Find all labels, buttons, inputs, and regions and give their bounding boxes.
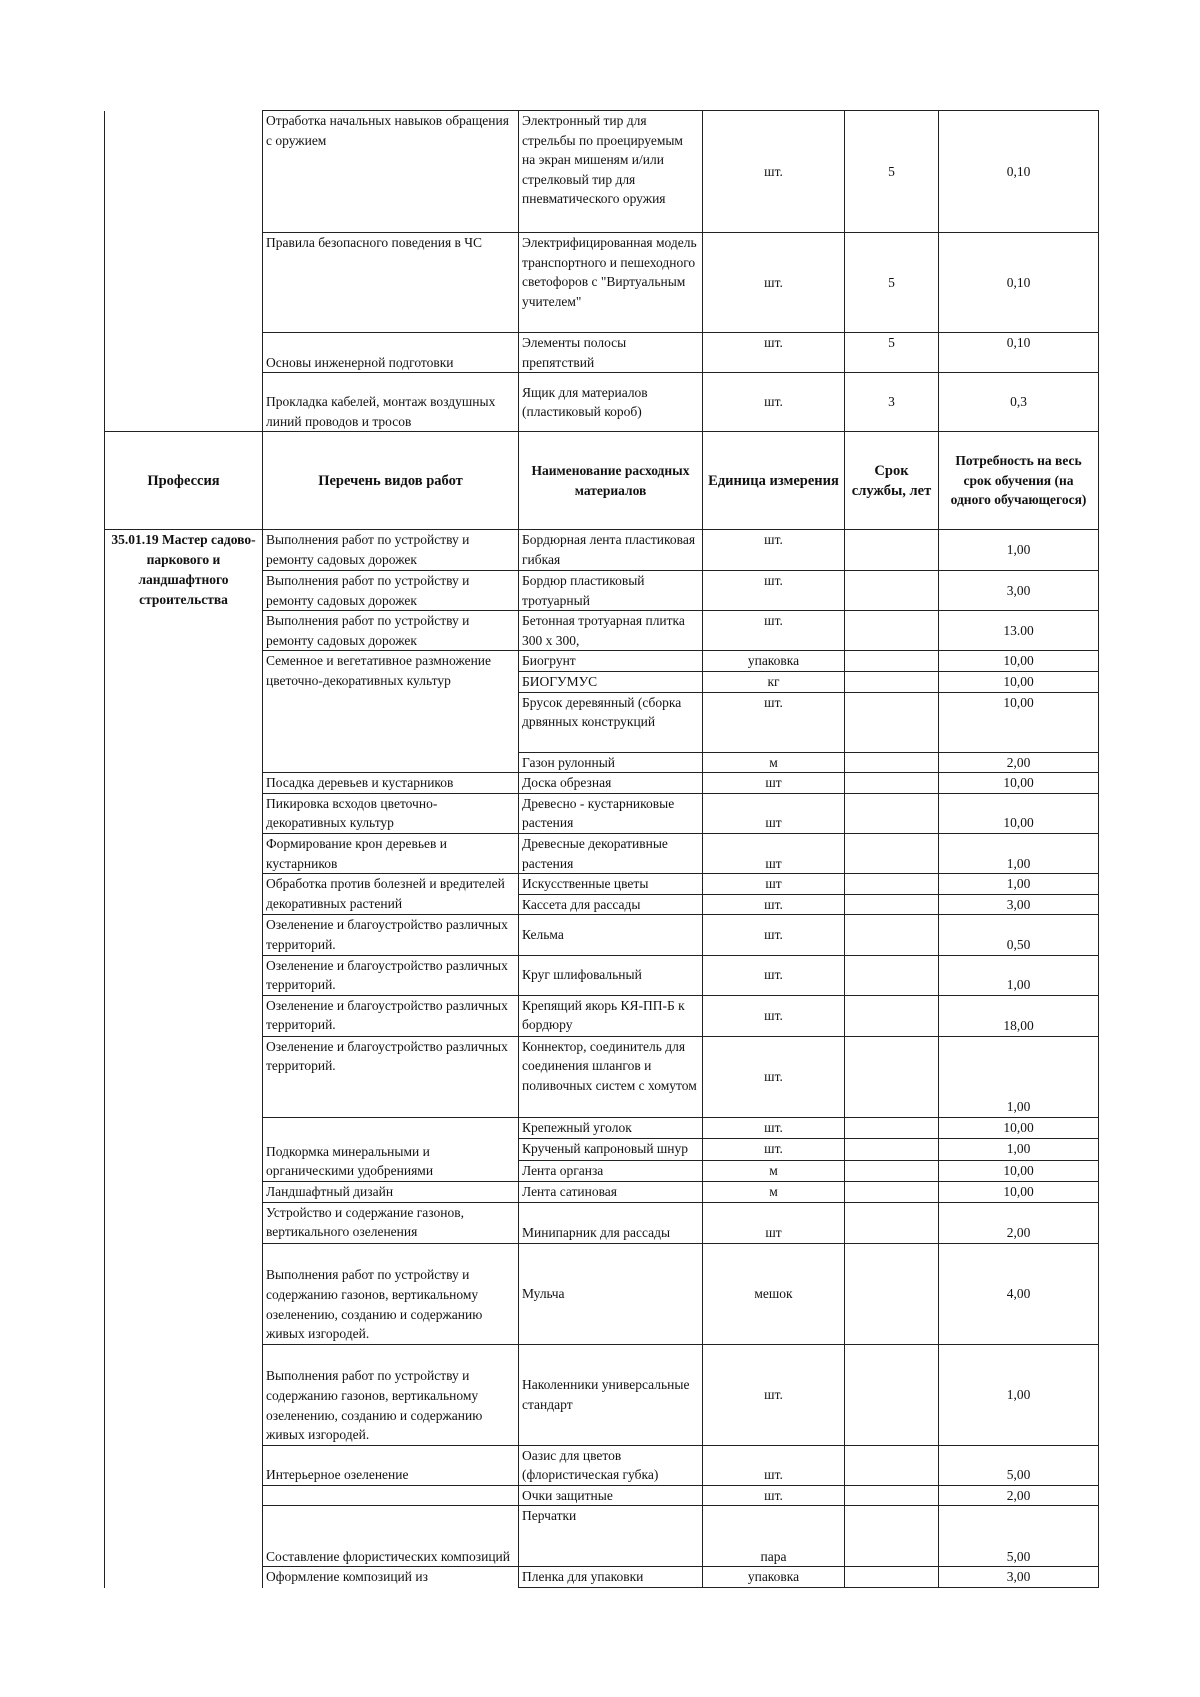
material-cell: Бордюр пластиковый тротуарный [519, 571, 703, 611]
material-cell: Наколенники универсальные стандарт [519, 1344, 703, 1445]
work-cell: Основы инженерной подготовки [263, 333, 519, 373]
unit-cell: шт. [703, 915, 845, 955]
unit-cell: м [703, 1160, 845, 1181]
need-cell: 3,00 [939, 894, 1099, 915]
material-cell: Электрифицированная модель транспортного и пешеходного светофоров с "Виртуальным учителем" [519, 233, 703, 333]
table-row [105, 530, 1099, 571]
material-cell: Кельма [519, 915, 703, 955]
life-cell [845, 773, 939, 794]
material-cell: БИОГУМУС [519, 671, 703, 692]
need-cell: 10,00 [939, 1160, 1099, 1181]
material-cell: Элементы полосы препятствий [519, 333, 703, 373]
unit-cell: упаковка [703, 651, 845, 672]
need-cell: 10,00 [939, 1181, 1099, 1202]
unit-cell: м [703, 752, 845, 773]
materials-table [104, 431, 1099, 1588]
life-cell [845, 955, 939, 995]
work-cell: Прокладка кабелей, монтаж воздушных линий проводов и тросов [263, 373, 519, 432]
need-cell: 10,00 [939, 671, 1099, 692]
material-cell: Лента органза [519, 1160, 703, 1181]
unit-cell: шт. [703, 995, 845, 1036]
need-cell: 5,00 [939, 1506, 1099, 1567]
unit-cell: шт [703, 773, 845, 794]
need-cell: 2,00 [939, 752, 1099, 773]
material-cell: Искусственные цветы [519, 874, 703, 895]
unit-cell: шт. [703, 1117, 845, 1138]
need-cell: 3,00 [939, 1567, 1099, 1588]
unit-cell: шт. [703, 1344, 845, 1445]
life-cell [845, 874, 939, 895]
work-cell: Интерьерное озеленение [263, 1445, 519, 1485]
material-cell: Ящик для материалов (пластиковый короб) [519, 373, 703, 432]
work-cell: Составление флористических композиций [263, 1506, 519, 1567]
material-cell: Крепящий якорь КЯ-ПП-Б к бордюру [519, 995, 703, 1036]
need-cell: 3,00 [939, 571, 1099, 611]
unit-cell: шт [703, 833, 845, 873]
need-cell: 1,00 [939, 1344, 1099, 1445]
work-cell: Выполнения работ по устройству и ремонту садовых дорожек [263, 530, 519, 571]
profession-cell [105, 333, 263, 373]
life-cell [845, 1485, 939, 1506]
need-cell: 4,00 [939, 1243, 1099, 1344]
work-cell: Ландшафтный дизайн [263, 1181, 519, 1202]
life-cell [845, 793, 939, 833]
unit-cell: шт. [703, 111, 845, 233]
work-cell: Подкормка минеральными и органическими удобрениями [263, 1117, 519, 1181]
unit-cell: шт. [703, 1138, 845, 1160]
material-cell: Крученый капроновый шнур [519, 1138, 703, 1160]
need-cell: 2,00 [939, 1202, 1099, 1243]
need-cell: 10,00 [939, 692, 1099, 752]
life-cell: 5 [845, 111, 939, 233]
unit-cell: шт. [703, 692, 845, 752]
need-cell: 1,00 [939, 955, 1099, 995]
life-cell: 5 [845, 333, 939, 373]
life-cell [845, 671, 939, 692]
life-cell [845, 1160, 939, 1181]
work-cell: Выполнения работ по устройству и содержанию газонов, вертикальному озеленению, созданию и содержанию живых изгородей. [263, 1344, 519, 1445]
life-cell [845, 1138, 939, 1160]
need-cell: 0,3 [939, 373, 1099, 432]
unit-cell: шт. [703, 233, 845, 333]
unit-cell: м [703, 1181, 845, 1202]
unit-cell: шт [703, 1202, 845, 1243]
work-cell: Озеленение и благоустройство различных территорий. [263, 1036, 519, 1117]
life-cell [845, 833, 939, 873]
need-cell: 0,10 [939, 333, 1099, 373]
material-cell: Бетонная тротуарная плитка 300 х 300, [519, 611, 703, 651]
table-header-row [105, 432, 1099, 530]
header-unit: Единица измерения [703, 432, 845, 530]
unit-cell: шт [703, 874, 845, 895]
table-row [105, 111, 1099, 233]
material-cell: Бордюрная лента пластиковая гибкая [519, 530, 703, 571]
material-cell: Древесно - кустарниковые растения [519, 793, 703, 833]
header-materials: Наименование расходных материалов [519, 432, 703, 530]
work-cell: Пикировка всходов цветочно-декоративных культур [263, 793, 519, 833]
life-cell [845, 894, 939, 915]
material-cell: Доска обрезная [519, 773, 703, 794]
life-cell [845, 1036, 939, 1117]
work-cell: Правила безопасного поведения в ЧС [263, 233, 519, 333]
life-cell [845, 752, 939, 773]
unit-cell: шт. [703, 373, 845, 432]
profession-cell [105, 233, 263, 333]
material-cell: Древесные декоративные растения [519, 833, 703, 873]
unit-cell: шт. [703, 1485, 845, 1506]
life-cell [845, 1243, 939, 1344]
profession-cell [105, 373, 263, 432]
need-cell: 13.00 [939, 611, 1099, 651]
life-cell [845, 1181, 939, 1202]
need-cell: 5,00 [939, 1445, 1099, 1485]
unit-cell: шт. [703, 1036, 845, 1117]
life-cell [845, 651, 939, 672]
need-cell: 2,00 [939, 1485, 1099, 1506]
life-cell [845, 1567, 939, 1588]
need-cell: 0,50 [939, 915, 1099, 955]
material-cell: Электронный тир для стрельбы по проецируемым на экран мишеням и/или стрелковый тир для пневматического оружия [519, 111, 703, 233]
material-cell: Газон рулонный [519, 752, 703, 773]
material-cell: Коннектор, соединитель для соединения шлангов и поливочных систем с хомутом [519, 1036, 703, 1117]
header-works: Перечень видов работ [263, 432, 519, 530]
work-cell: Оформление композиций из [263, 1567, 519, 1588]
header-life: Срок службы, лет [845, 432, 939, 530]
material-cell: Минипарник для рассады [519, 1202, 703, 1243]
table-row [105, 233, 1099, 333]
life-cell [845, 1117, 939, 1138]
unit-cell: упаковка [703, 1567, 845, 1588]
material-cell: Кассета для рассады [519, 894, 703, 915]
work-cell: Выполнения работ по устройству и ремонту садовых дорожек [263, 571, 519, 611]
life-cell [845, 571, 939, 611]
need-cell: 0,10 [939, 233, 1099, 333]
life-cell [845, 915, 939, 955]
header-need: Потребность на весь срок обучения (на одного обучающегося) [939, 432, 1099, 530]
life-cell [845, 1445, 939, 1485]
work-cell: Отработка начальных навыков обращения с оружием [263, 111, 519, 233]
profession-cell [105, 111, 263, 233]
need-cell: 0,10 [939, 111, 1099, 233]
life-cell [845, 1344, 939, 1445]
unit-cell: шт. [703, 1445, 845, 1485]
header-profession: Профессия [105, 432, 263, 530]
unit-cell: пара [703, 1506, 845, 1567]
work-cell: Выполнения работ по устройству и содержанию газонов, вертикальному озеленению, созданию и содержанию живых изгородей. [263, 1243, 519, 1344]
material-cell: Лента сатиновая [519, 1181, 703, 1202]
work-cell: Посадка деревьев и кустарников [263, 773, 519, 794]
material-cell: Мульча [519, 1243, 703, 1344]
work-cell: Озеленение и благоустройство различных территорий. [263, 915, 519, 955]
table-row [105, 373, 1099, 432]
material-cell: Перчатки [519, 1506, 703, 1567]
unit-cell: шт. [703, 571, 845, 611]
need-cell: 1,00 [939, 1036, 1099, 1117]
unit-cell: шт. [703, 611, 845, 651]
work-cell: Озеленение и благоустройство различных территорий. [263, 955, 519, 995]
material-cell: Оазис для цветов (флористическая губка) [519, 1445, 703, 1485]
unit-cell: шт. [703, 530, 845, 571]
need-cell: 1,00 [939, 833, 1099, 873]
need-cell: 1,00 [939, 530, 1099, 571]
work-cell: Устройство и содержание газонов, вертикального озеленения [263, 1202, 519, 1243]
continuation-table [104, 110, 1099, 432]
work-cell: Озеленение и благоустройство различных территорий. [263, 995, 519, 1036]
life-cell [845, 530, 939, 571]
work-cell: Формирование крон деревьев и кустарников [263, 833, 519, 873]
life-cell [845, 1506, 939, 1567]
material-cell: Биогрунт [519, 651, 703, 672]
life-cell [845, 995, 939, 1036]
unit-cell: шт. [703, 894, 845, 915]
unit-cell: шт. [703, 333, 845, 373]
material-cell: Крепежный уголок [519, 1117, 703, 1138]
work-cell: Выполнения работ по устройству и ремонту садовых дорожек [263, 611, 519, 651]
table-row [105, 333, 1099, 373]
life-cell: 5 [845, 233, 939, 333]
unit-cell: кг [703, 671, 845, 692]
unit-cell: мешок [703, 1243, 845, 1344]
work-cell: Семенное и вегетативное размножение цветочно-декоративных культур [263, 651, 519, 773]
material-cell: Круг шлифовальный [519, 955, 703, 995]
unit-cell: шт. [703, 955, 845, 995]
need-cell: 1,00 [939, 874, 1099, 895]
need-cell: 10,00 [939, 773, 1099, 794]
profession-cell: 35.01.19 Мастер садово-паркового и ландшафтного строительства [105, 530, 263, 1588]
need-cell: 18,00 [939, 995, 1099, 1036]
need-cell: 10,00 [939, 1117, 1099, 1138]
need-cell: 1,00 [939, 1138, 1099, 1160]
life-cell [845, 1202, 939, 1243]
work-cell [263, 1485, 519, 1506]
life-cell [845, 611, 939, 651]
life-cell [845, 692, 939, 752]
material-cell: Пленка для упаковки [519, 1567, 703, 1588]
unit-cell: шт [703, 793, 845, 833]
work-cell: Обработка против болезней и вредителей декоративных растений [263, 874, 519, 915]
material-cell: Очки защитные [519, 1485, 703, 1506]
material-cell: Брусок деревянный (сборка дрвянных конструкций [519, 692, 703, 752]
need-cell: 10,00 [939, 651, 1099, 672]
need-cell: 10,00 [939, 793, 1099, 833]
life-cell: 3 [845, 373, 939, 432]
